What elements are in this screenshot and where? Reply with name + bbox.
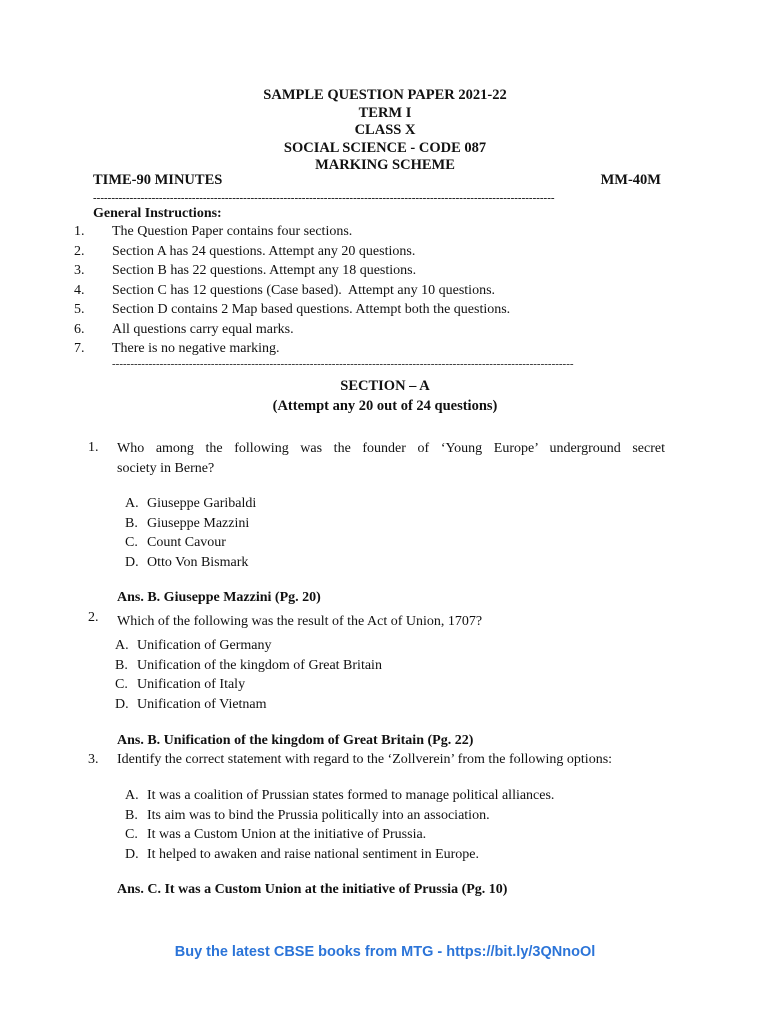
options-list — [125, 494, 256, 572]
instruction-number: 1. — [74, 224, 85, 239]
option-text: Unification of the kingdom of Great Britain — [137, 657, 382, 673]
question-text: Identify the correct statement with regard to the ‘Zollverein’ from the following options: — [117, 752, 613, 767]
time-label: TIME-90 MINUTES — [93, 172, 223, 188]
instruction-item — [74, 242, 510, 262]
header-class: CLASS X — [354, 122, 416, 138]
instruction-text: All questions carry equal marks. — [112, 321, 294, 337]
question-text — [117, 439, 665, 478]
header-scheme: MARKING SCHEME — [315, 157, 455, 173]
instruction-item — [74, 339, 510, 359]
option-item — [125, 845, 554, 865]
option-text: It was a coalition of Prussian states formed to manage political alliances. — [147, 788, 555, 803]
option-text: It was a Custom Union at the initiative of Prussia. — [147, 827, 427, 842]
question-text: Which of the following was the result of the Act of Union, 1707? — [117, 614, 483, 629]
option-letter: D. — [125, 846, 139, 862]
instruction-number: 3. — [74, 263, 85, 278]
instruction-item — [74, 281, 510, 301]
option-item — [125, 533, 256, 553]
option-letter: B. — [125, 515, 138, 531]
section-heading — [0, 376, 770, 416]
separator-line: ------------------------------------------------------------------------------------------------------------------------------ — [93, 192, 555, 204]
header-subject: SOCIAL SCIENCE - CODE 087 — [283, 139, 487, 156]
separator-line: ------------------------------------------------------------------------------------------------------------------------------ — [112, 358, 574, 370]
option-letter: A. — [115, 638, 129, 653]
option-item — [115, 636, 382, 656]
option-text: Count Cavour — [147, 535, 226, 550]
marks-label: MM-40M — [600, 172, 661, 188]
option-item — [125, 553, 256, 573]
instruction-text: Section C has 12 questions (Case based). Attempt any 10 questions. — [112, 282, 496, 298]
option-letter: C. — [115, 677, 128, 692]
option-item — [115, 656, 382, 676]
option-letter: A. — [125, 788, 139, 803]
option-letter: C. — [125, 535, 138, 550]
time-marks-row — [93, 172, 661, 189]
instruction-item — [74, 320, 510, 340]
answer-text: Ans. C. It was a Custom Union at the initiative of Prussia (Pg. 10) — [117, 882, 508, 897]
option-text: Giuseppe Garibaldi — [147, 496, 257, 511]
option-text: Unification of Vietnam — [137, 696, 267, 712]
instruction-text: The Question Paper contains four sections. — [112, 224, 353, 239]
instruction-item — [74, 261, 510, 281]
instructions-list — [74, 222, 510, 359]
option-letter: D. — [115, 696, 129, 712]
option-text: It helped to awaken and raise national sentiment in Europe. — [147, 846, 480, 862]
option-letter: D. — [125, 554, 139, 570]
option-item — [125, 825, 554, 845]
instruction-number: 2. — [74, 243, 85, 259]
instruction-text: There is no negative marking. — [112, 341, 280, 356]
instruction-text: Section D contains 2 Map based questions. Attempt both the questions. — [112, 302, 511, 317]
question-text-line: Who among the following was the founder of ‘Young Europe’ underground secret — [117, 441, 665, 456]
option-text: Its aim was to bind the Prussia politically into an association. — [147, 807, 490, 823]
options-list — [115, 636, 382, 714]
option-text: Unification of Italy — [137, 677, 246, 692]
instruction-number: 5. — [74, 302, 85, 317]
option-text: Giuseppe Mazzini — [147, 515, 250, 531]
instruction-item — [74, 300, 510, 320]
header-term: TERM I — [358, 104, 412, 121]
option-letter: B. — [115, 657, 128, 673]
section-subtitle: (Attempt any 20 out of 24 questions) — [272, 398, 498, 414]
option-text: Otto Von Bismark — [147, 554, 249, 570]
paper-header — [0, 87, 770, 175]
instruction-number: 6. — [74, 321, 85, 337]
instruction-number: 7. — [74, 341, 85, 356]
option-item — [125, 514, 256, 534]
instructions-title: General Instructions: — [93, 206, 222, 221]
option-item — [125, 786, 554, 806]
option-text: Unification of Germany — [137, 638, 272, 653]
promo-link[interactable]: Buy the latest CBSE books from MTG - https://bit.ly/3QNnoOl — [174, 944, 596, 960]
option-letter: A. — [125, 496, 139, 511]
option-item — [125, 494, 256, 514]
answer-text: Ans. B. Giuseppe Mazzini (Pg. 20) — [117, 590, 321, 605]
answer-text: Ans. B. Unification of the kingdom of Great Britain (Pg. 22) — [117, 733, 474, 748]
question-number: 1. — [88, 440, 99, 455]
option-letter: C. — [125, 827, 138, 842]
instruction-text: Section B has 22 questions. Attempt any 18 questions. — [112, 263, 417, 278]
header-title: SAMPLE QUESTION PAPER 2021-22 — [263, 87, 507, 103]
instruction-number: 4. — [74, 282, 85, 298]
option-item — [115, 695, 382, 715]
section-title: SECTION – A — [340, 378, 430, 394]
question-text-line: society in Berne? — [117, 460, 215, 476]
instruction-item — [74, 222, 510, 242]
instruction-text: Section A has 24 questions. Attempt any 20 questions. — [112, 243, 416, 259]
option-item — [115, 675, 382, 695]
options-list — [125, 786, 554, 864]
question-number: 2. — [88, 610, 99, 625]
option-letter: B. — [125, 807, 138, 823]
question-number: 3. — [88, 752, 99, 767]
option-item — [125, 806, 554, 826]
